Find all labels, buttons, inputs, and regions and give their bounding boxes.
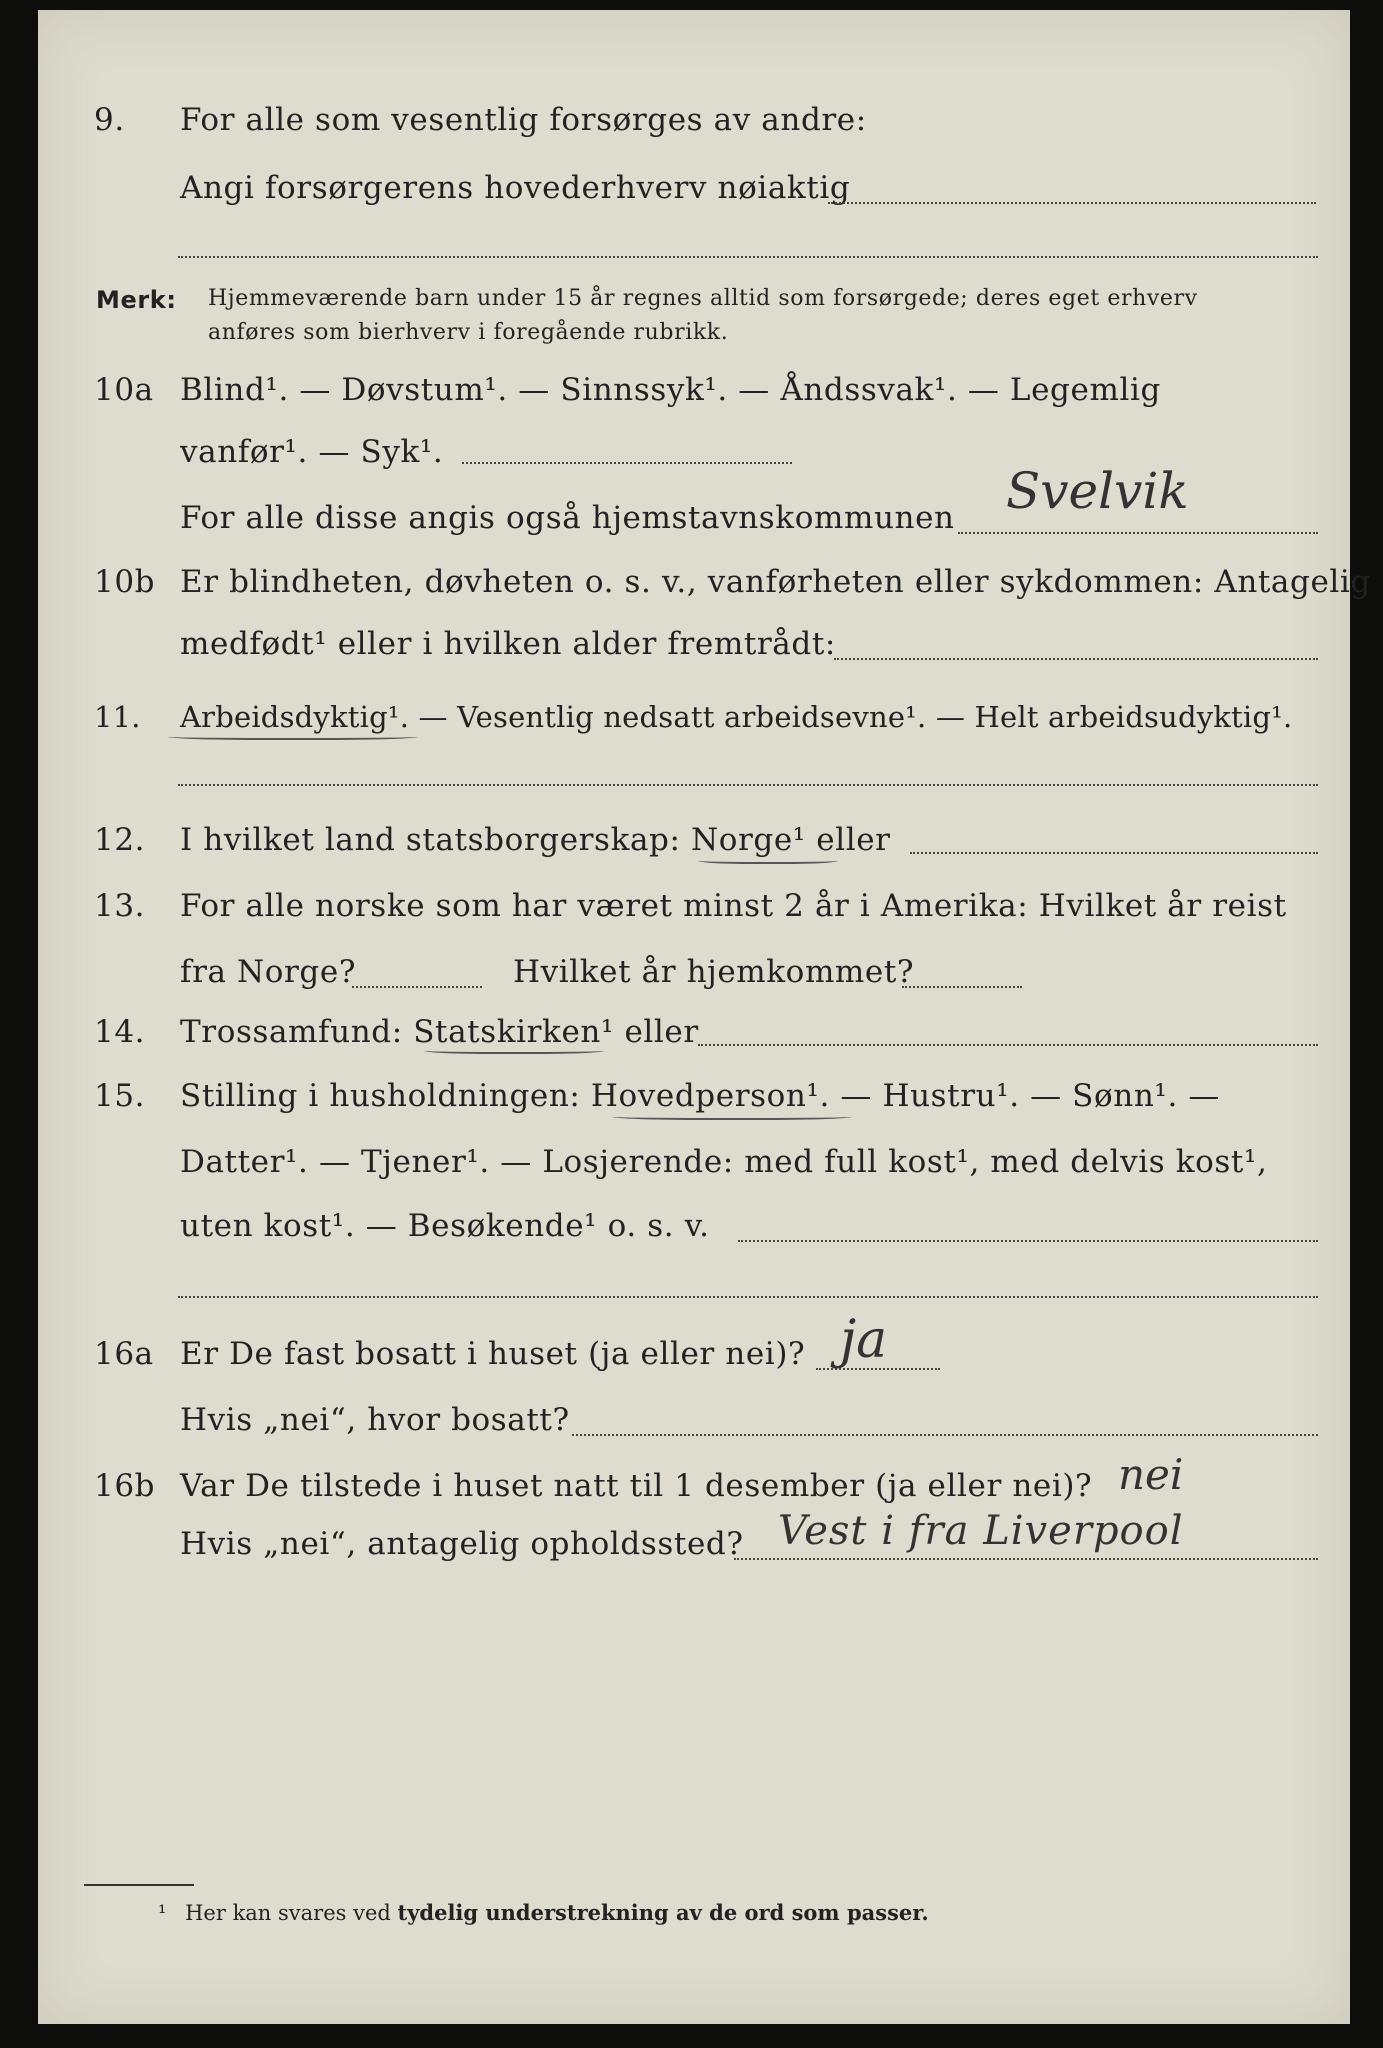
q9-text2: Angi forsørgerens hovederhverv nøiaktig bbox=[180, 170, 851, 206]
footnote-text-b: tydelig understrekning av de ord som passer. bbox=[397, 1900, 929, 1925]
q9-fill-line[interactable] bbox=[828, 202, 1316, 204]
q11-text1: Arbeidsdyktig¹. — Vesentlig nedsatt arbeidsevne¹. — Helt arbeidsudyktig¹. bbox=[180, 700, 1293, 734]
footnote bbox=[158, 1900, 929, 1925]
q16b-number: 16b bbox=[94, 1468, 156, 1504]
q10b-number: 10b bbox=[94, 564, 156, 600]
footnote-text-a: Her kan svares ved bbox=[185, 1901, 398, 1925]
q15-answer-underline bbox=[612, 1112, 852, 1120]
q13-text2a: fra Norge? bbox=[180, 954, 357, 990]
merk-text1: Hjemmeværende barn under 15 år regnes alltid som forsørgede; deres eget erhverv bbox=[208, 286, 1198, 311]
footnote-mark: ¹ bbox=[158, 1901, 167, 1925]
q13-fill-line-a[interactable] bbox=[352, 986, 482, 988]
q10a-text2: vanfør¹. — Syk¹. bbox=[180, 434, 444, 470]
q16a-fill-line2[interactable] bbox=[572, 1434, 1318, 1436]
q10a-fill-line[interactable] bbox=[462, 462, 792, 464]
q12-text1: I hvilket land statsborgerskap: Norge¹ eller bbox=[180, 822, 891, 858]
q10b-fill-line[interactable] bbox=[834, 658, 1318, 660]
q9-number: 9. bbox=[94, 102, 125, 138]
q16b-text1: Var De tilstede i huset natt til 1 desember (ja eller nei)? bbox=[180, 1468, 1093, 1504]
q13-number: 13. bbox=[94, 888, 146, 924]
q16a-text2: Hvis „nei“, hvor bosatt? bbox=[180, 1402, 570, 1438]
q13-fill-line-b[interactable] bbox=[902, 986, 1022, 988]
q14-number: 14. bbox=[94, 1014, 146, 1050]
q11-number: 11. bbox=[94, 700, 141, 734]
q10a-text1: Blind¹. — Døvstum¹. — Sinnssyk¹. — Åndssvak¹. — Legemlig bbox=[180, 372, 1161, 408]
q15-text1: Stilling i husholdningen: Hovedperson¹. — Hustru¹. — Sønn¹. — bbox=[180, 1078, 1220, 1114]
q11-answer-underline bbox=[168, 732, 418, 740]
q15-text3: uten kost¹. — Besøkende¹ o. s. v. bbox=[180, 1208, 710, 1244]
q12-answer-underline bbox=[698, 856, 838, 864]
footnote-rule bbox=[84, 1884, 194, 1886]
merk-text2: anføres som bierhverv i foregående rubrikk. bbox=[208, 320, 729, 345]
q14-text1: Trossamfund: Statskirken¹ eller bbox=[180, 1014, 699, 1050]
q10a-fill-line2[interactable] bbox=[958, 532, 1318, 534]
q13-text1: For alle norske som har været minst 2 år i Amerika: Hvilket år reist bbox=[180, 888, 1287, 924]
census-form-page bbox=[38, 10, 1371, 2024]
q15-fill-line[interactable] bbox=[738, 1240, 1318, 1242]
q10b-text1: Er blindheten, døvheten o. s. v., vanførheten eller sykdommen: Antagelig bbox=[180, 564, 1371, 600]
q16b-fill-line[interactable] bbox=[734, 1558, 1318, 1560]
q10a-handwritten-answer: Svelvik bbox=[1006, 462, 1189, 520]
merk-label: Merk: bbox=[96, 286, 177, 314]
q15-fill-line2[interactable] bbox=[178, 1296, 1318, 1298]
q14-answer-underline bbox=[424, 1046, 604, 1054]
q16b-handwritten-answer2: Vest i fra Liverpool bbox=[778, 1508, 1184, 1554]
q16b-handwritten-answer1: nei bbox=[1118, 1450, 1184, 1499]
q13-text2b: Hvilket år hjemkommet? bbox=[513, 954, 915, 990]
q14-fill-line[interactable] bbox=[698, 1044, 1318, 1046]
q16a-handwritten-answer: ja bbox=[840, 1310, 888, 1370]
q15-text2: Datter¹. — Tjener¹. — Losjerende: med full kost¹, med delvis kost¹, bbox=[180, 1144, 1268, 1180]
q15-number: 15. bbox=[94, 1078, 146, 1114]
q16a-number: 16a bbox=[94, 1336, 154, 1372]
q9-text1: For alle som vesentlig forsørges av andre: bbox=[180, 102, 867, 138]
q16a-text1: Er De fast bosatt i huset (ja eller nei)? bbox=[180, 1336, 806, 1372]
q10a-number: 10a bbox=[94, 372, 154, 408]
q10b-text2: medfødt¹ eller i hvilken alder fremtrådt: bbox=[180, 626, 836, 662]
q12-number: 12. bbox=[94, 822, 146, 858]
q9-fill-line2[interactable] bbox=[178, 256, 1318, 258]
q10a-text3: For alle disse angis også hjemstavnskommunen bbox=[180, 500, 955, 536]
q16b-text2: Hvis „nei“, antagelig opholdssted? bbox=[180, 1526, 744, 1562]
q12-fill-line[interactable] bbox=[910, 852, 1318, 854]
q11-fill-line[interactable] bbox=[178, 784, 1318, 786]
